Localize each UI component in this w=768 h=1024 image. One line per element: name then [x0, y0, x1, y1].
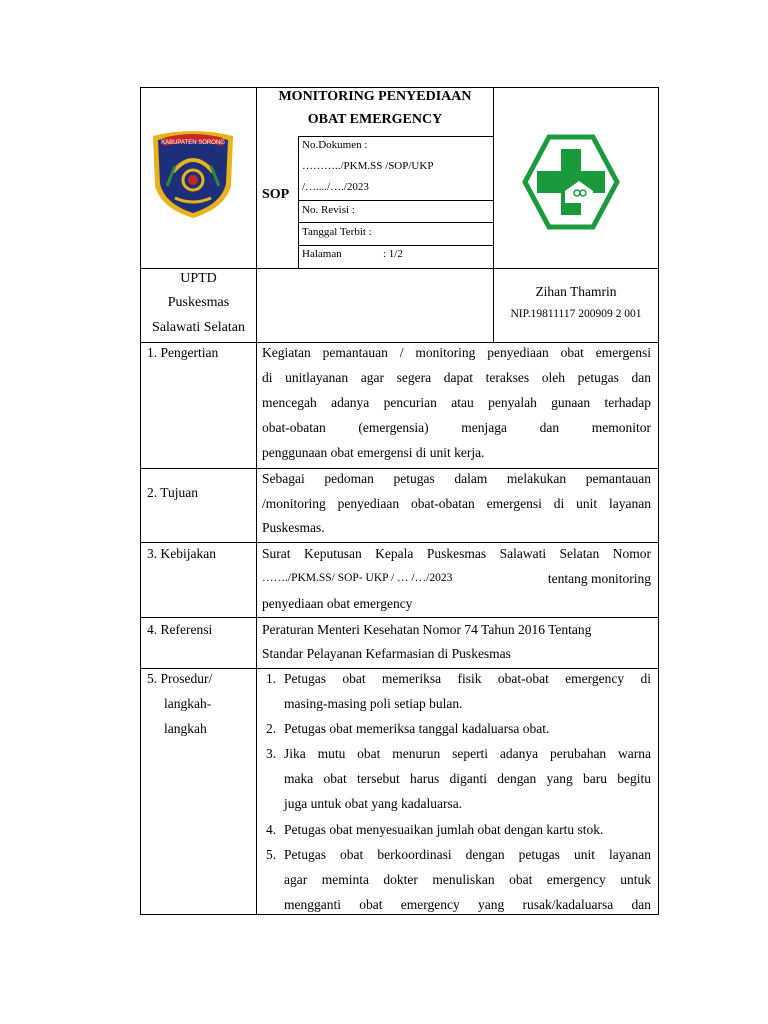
document-title-line1: MONITORING PENYEDIAAN — [278, 89, 472, 104]
section-label-tujuan: 2. Tujuan — [147, 485, 199, 500]
referensi-text: Standar Pelayanan Kefarmasian di Puskesmas — [262, 646, 511, 661]
step-text: Petugas obat memeriksa fisik obat-obat emergency di — [284, 671, 651, 686]
kebijakan-text: Surat Keputusan Kepala Puskesmas Salawati Selatan Nomor — [262, 546, 651, 561]
step-number: 1. — [266, 671, 277, 686]
step-text: masing-masing poli setiap bulan. — [284, 696, 463, 711]
district-emblem-logo — [145, 126, 241, 222]
step-number: 3. — [266, 746, 277, 761]
pengertian-text: Kegiatan pemantauan / monitoring penyediaan obat emergensi — [262, 345, 651, 360]
section-label-kebijakan: 3. Kebijakan — [147, 546, 216, 561]
kebijakan-text: ……./PKM.SS/ SOP- UKP / … /…/2023 — [262, 572, 453, 584]
tujuan-text: Puskesmas. — [262, 520, 325, 535]
step-text: Petugas obat memeriksa tanggal kadaluarsa obat. — [284, 721, 550, 736]
section-label-prosedur: langkah- — [164, 696, 212, 711]
tujuan-text: /monitoring penyediaan obat-obatan emergensi di unit layanan — [262, 496, 651, 511]
step-text: mengganti obat emergency yang rusak/kadaluarsa dan — [284, 897, 651, 912]
pengertian-text: mencegah adanya pencurian atau penyalah gunaan terhadap — [262, 395, 651, 410]
no-dokumen-label: No.Dokumen : — [302, 139, 368, 151]
table-border-bottom — [140, 914, 659, 915]
divider — [298, 245, 494, 246]
halaman-value: : 1/2 — [383, 248, 403, 260]
divider — [298, 200, 494, 201]
no-dokumen-year: /…..../…./2023 — [302, 181, 369, 193]
step-number: 4. — [266, 822, 277, 837]
tujuan-text: Sebagai pedoman petugas dalam melakukan pemantauan — [262, 471, 651, 486]
signer-nip: NIP.19811117 200909 2 001 — [510, 308, 642, 320]
no-dokumen-value: ………../PKM.SS /SOP/UKP — [302, 160, 434, 172]
step-text: juga untuk obat yang kadaluarsa. — [284, 796, 463, 811]
step-text: Jika mutu obat menurun seperti adanya perubahan warna — [284, 746, 651, 761]
divider — [256, 87, 257, 915]
step-number: 2. — [266, 721, 277, 736]
step-text: maka obat tersebut harus diganti dengan yang baru begitu — [284, 771, 651, 786]
table-border-left — [140, 87, 141, 915]
step-text: Petugas obat menyesuaikan jumlah obat dengan kartu stok. — [284, 822, 604, 837]
divider — [298, 136, 299, 268]
referensi-text: Peraturan Menteri Kesehatan Nomor 74 Tahun 2016 Tentang — [262, 622, 592, 637]
org-unit: UPTD — [180, 271, 217, 286]
document-title-line2: OBAT EMERGENCY — [307, 112, 443, 127]
halaman-label: Halaman — [302, 248, 342, 260]
pengertian-text: obat-obatan (emergensia) menjaga dan memonitor — [262, 420, 651, 435]
tanggal-terbit-label: Tanggal Terbit : — [302, 226, 372, 238]
step-text: Petugas obat berkoordinasi dengan petugas unit layanan — [284, 847, 651, 862]
table-border-right — [658, 87, 659, 915]
svg-text:KABUPATEN SORONG: KABUPATEN SORONG — [161, 140, 225, 146]
no-revisi-label: No. Revisi : — [302, 204, 355, 216]
step-number: 5. — [266, 847, 277, 862]
org-location: Salawati Selatan — [152, 320, 245, 335]
puskesmas-logo — [521, 133, 621, 231]
section-label-pengertian: 1. Pengertian — [147, 345, 219, 360]
org-name: Puskesmas — [167, 295, 230, 310]
pengertian-text: di unitlayanan agar segera dapat terakses oleh petugas dan — [262, 370, 651, 385]
pengertian-text: penggunaan obat emergensi di unit kerja. — [262, 445, 485, 460]
kebijakan-text: penyediaan obat emergency — [262, 596, 413, 611]
section-label-prosedur: langkah — [164, 721, 207, 736]
divider — [298, 222, 494, 223]
section-label-referensi: 4. Referensi — [147, 622, 213, 637]
kebijakan-text: tentang monitoring — [547, 571, 651, 586]
signer-name: Zihan Thamrin — [535, 284, 617, 299]
section-label-prosedur: 5. Prosedur/ — [147, 671, 213, 686]
divider — [298, 136, 494, 137]
step-text: agar meminta dokter menuliskan obat emergency untuk — [284, 872, 651, 887]
sop-label: SOP — [262, 187, 290, 202]
